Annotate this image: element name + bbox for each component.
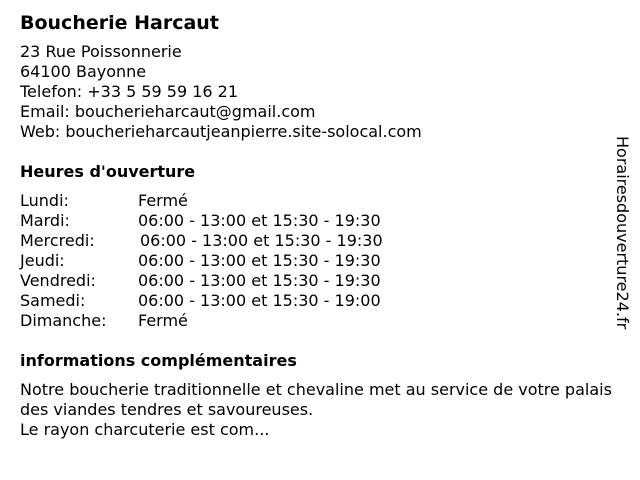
- day-label: Mardi:: [20, 211, 70, 230]
- day-label: Samedi:: [20, 291, 86, 310]
- info-description: Notre boucherie traditionnelle et chevaline met au service de votre palais des viandes tendres et savoureuses.: [20, 380, 612, 419]
- hours-heading: Heures d'ouverture: [20, 162, 196, 181]
- hours-row-thursday: [20, 251, 620, 271]
- day-hours: Fermé: [138, 191, 188, 210]
- hours-row-friday: [20, 271, 620, 291]
- day-hours: 06:00 - 13:00 et 15:30 - 19:30: [138, 251, 381, 270]
- day-label: Vendredi:: [20, 271, 96, 290]
- day-hours: 06:00 - 13:00 et 15:30 - 19:30: [138, 271, 381, 290]
- day-hours: Fermé: [138, 311, 188, 330]
- day-label: Lundi:: [20, 191, 69, 210]
- info-heading: informations complémentaires: [20, 351, 297, 370]
- site-watermark: Horairesdouverture24.fr: [613, 136, 632, 330]
- day-hours: 06:00 - 13:00 et 15:30 - 19:30: [140, 231, 383, 250]
- info-description-continued: Le rayon charcuterie est com...: [20, 420, 270, 439]
- hours-row-tuesday: [20, 211, 620, 231]
- day-label: Dimanche:: [20, 311, 107, 330]
- business-name: Boucherie Harcaut: [20, 12, 219, 34]
- hours-row-wednesday: [20, 231, 620, 251]
- phone-number[interactable]: Telefon: +33 5 59 59 16 21: [20, 82, 239, 101]
- day-label: Mercredi:: [20, 231, 95, 250]
- address-city: 64100 Bayonne: [20, 62, 147, 81]
- hours-row-sunday: [20, 311, 620, 331]
- website-link[interactable]: Web: boucherieharcautjeanpierre.site-solocal.com: [20, 122, 422, 141]
- hours-row-saturday: [20, 291, 620, 311]
- day-hours: 06:00 - 13:00 et 15:30 - 19:30: [138, 211, 381, 230]
- hours-row-monday: [20, 191, 620, 211]
- email-address[interactable]: Email: boucherieharcaut@gmail.com: [20, 102, 316, 121]
- hours-table: [20, 191, 620, 331]
- day-hours: 06:00 - 13:00 et 15:30 - 19:00: [138, 291, 381, 310]
- address-street: 23 Rue Poissonnerie: [20, 42, 182, 61]
- business-card: [20, 10, 620, 440]
- day-label: Jeudi:: [20, 251, 65, 270]
